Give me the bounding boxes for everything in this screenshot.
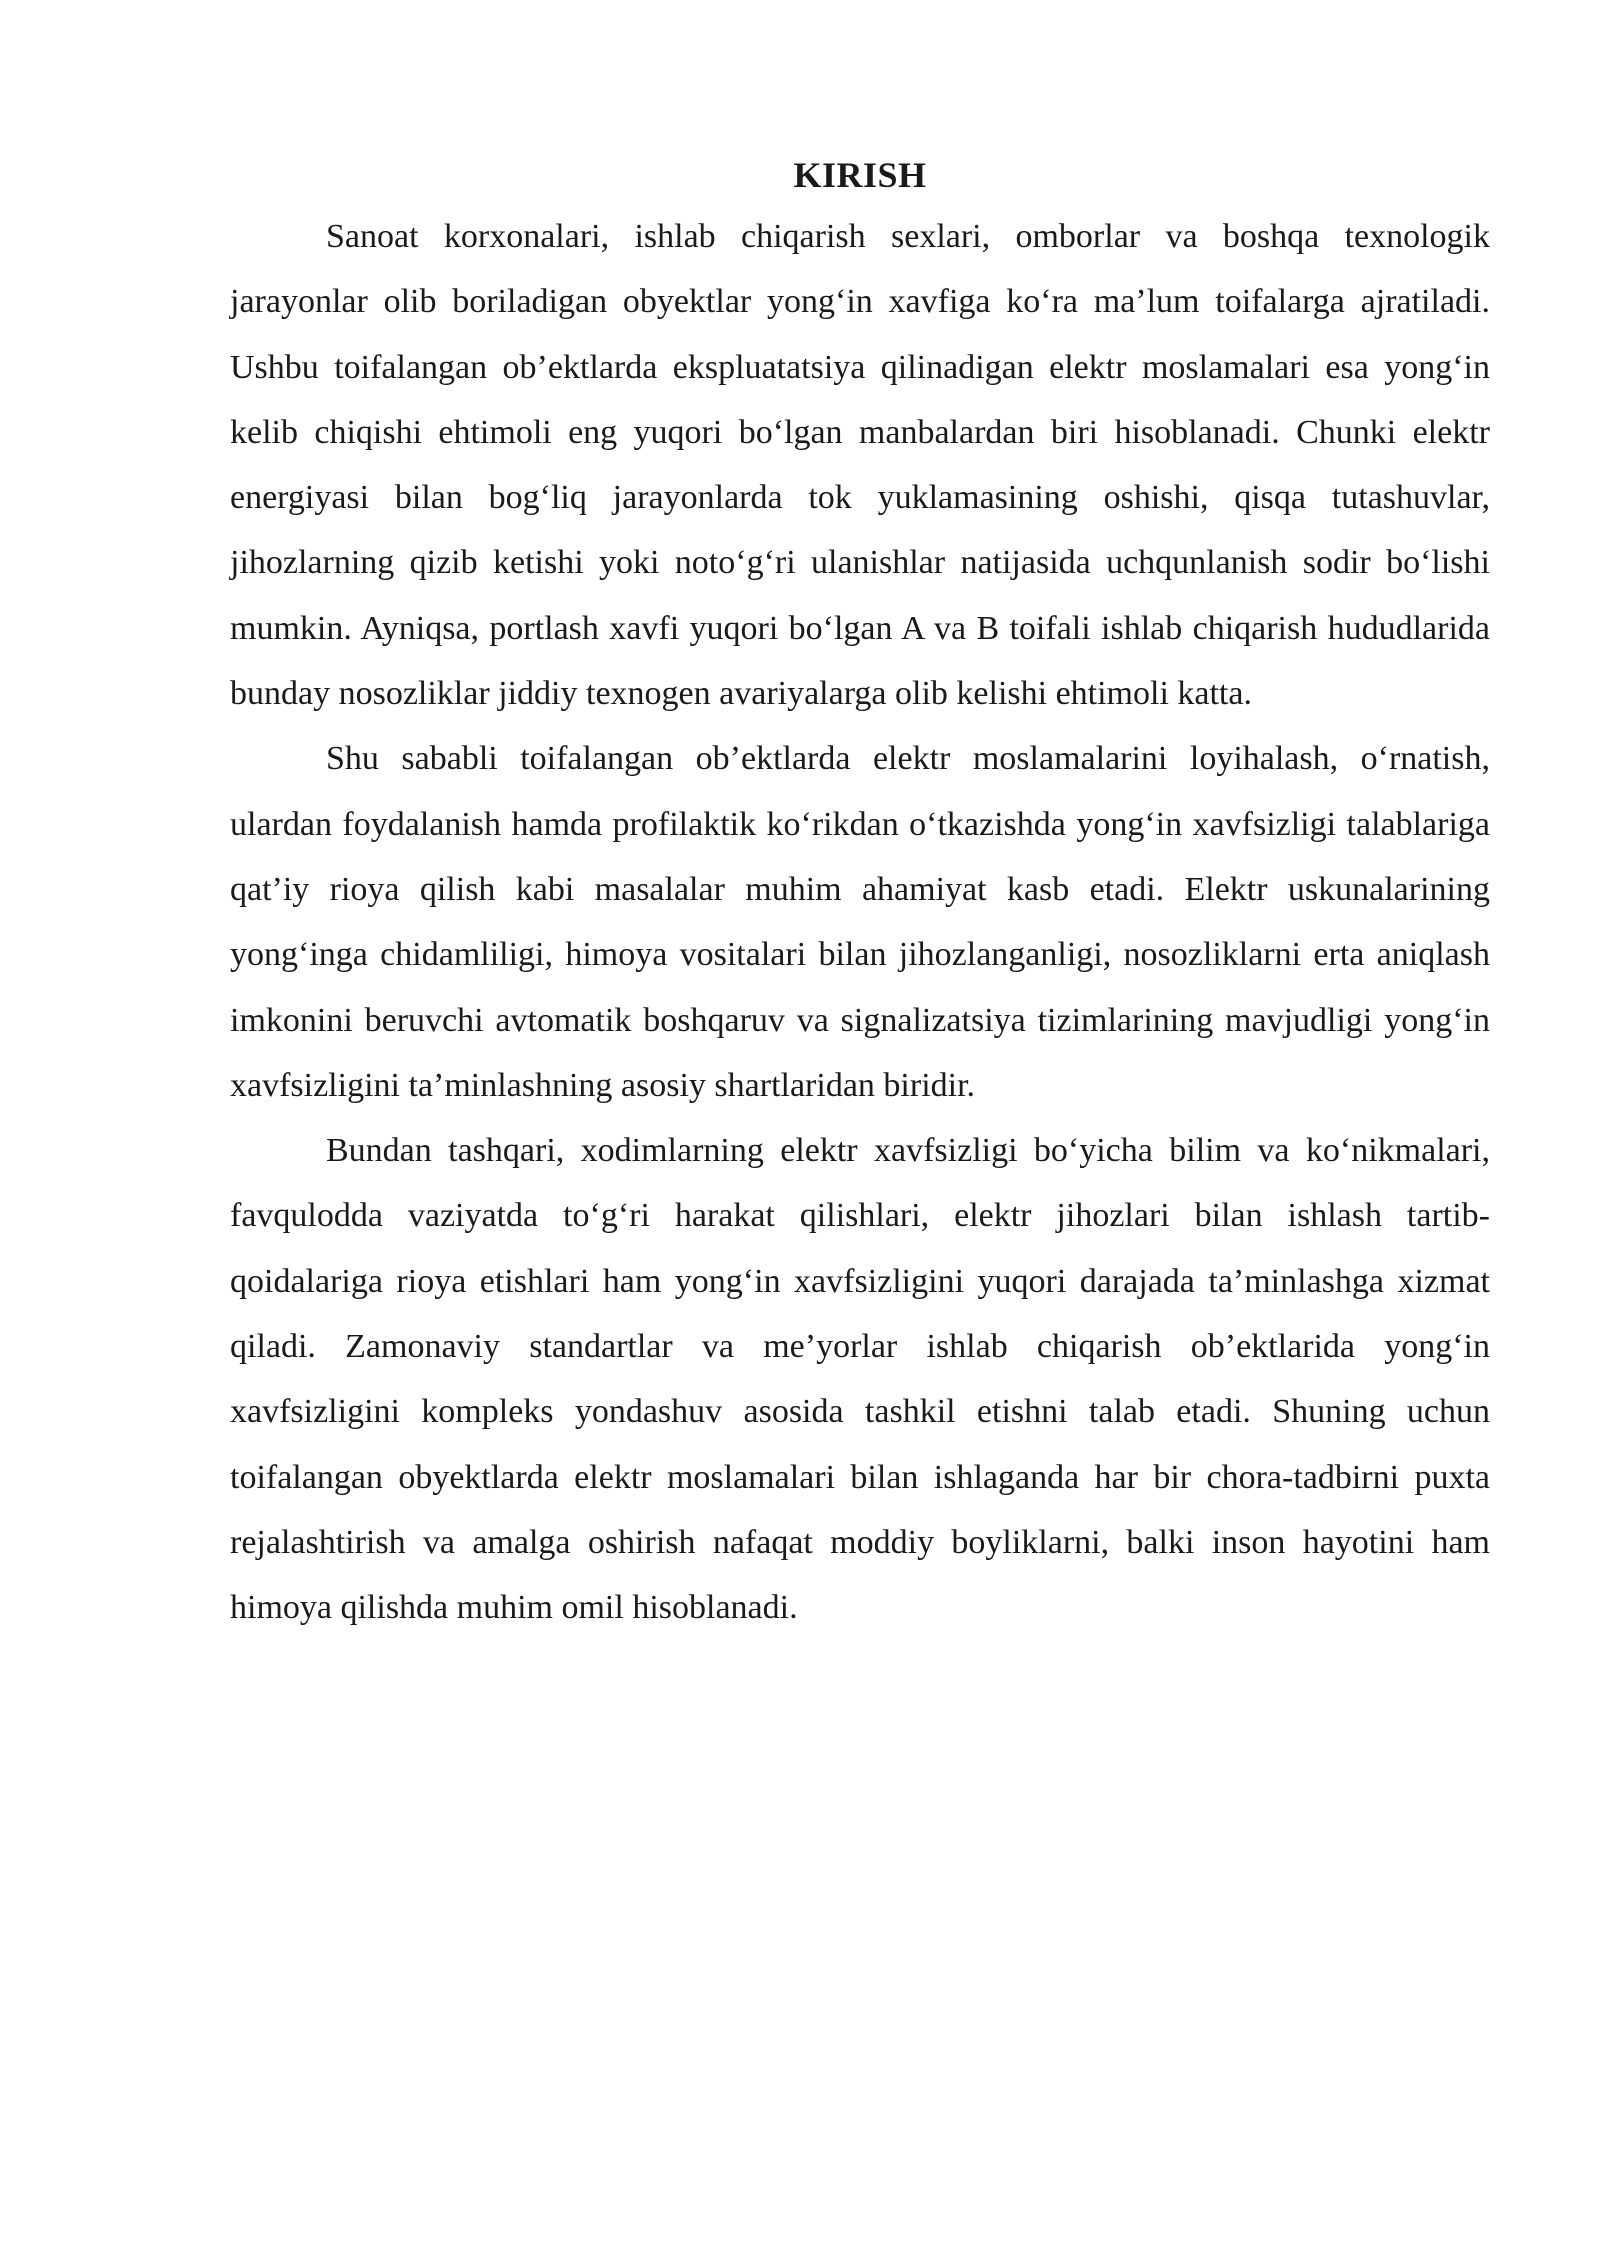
paragraph-3: Bundan tashqari, xodimlarning elektr xavfsizligi bo‘yicha bilim va ko‘nikmalari, favqulodda vaziyatda to‘g‘ri harakat qilishlari, elektr jihozlari bilan ishlash tartib-qoidalariga rioya etishlari ham yong‘in xavfsizligini yuqori darajada ta’minlashga xizmat qiladi. Zamonaviy standartlar va me’yorlar ishlab chiqarish ob’ektlarida yong‘in xavfsizligini kompleks yondashuv asosida tashkil etishni talab etadi. Shuning uchun toifalangan obyektlarda elektr moslamalari bilan ishlaganda har bir chora-tadbirni puxta rejalashtirish va amalga oshirish nafaqat moddiy boyliklarni, balki inson hayotini ham himoya qilishda muhim omil hisoblanadi. [230,1132,1490,1627]
page-title: KIRISH [793,155,927,195]
paragraph-2: Shu sababli toifalangan ob’ektlarda elektr moslamalarini loyihalash, o‘rnatish, ulardan foydalanish hamda profilaktik ko‘rikdan o‘tkazishda yong‘in xavfsizligi talablariga qat’iy rioya qilish kabi masalalar muhim ahamiyat kasb etadi. Elektr uskunalarining yong‘inga chidamliligi, himoya vositalari bilan jihozlanganligi, nosozliklarni erta aniqlash imkonini beruvchi avtomatik boshqaruv va signalizatsiya tizimlarining mavjudligi yong‘in xavfsizligini ta’minlashning asosiy shartlaridan biridir. [230,740,1490,1104]
paragraph-1: Sanoat korxonalari, ishlab chiqarish sexlari, omborlar va boshqa texnologik jarayonlar olib boriladigan obyektlar yong‘in xavfiga ko‘ra ma’lum toifalarga ajratiladi. Ushbu toifalangan ob’ektlarda ekspluatatsiya qilinadigan elektr moslamalari esa yong‘in kelib chiqishi ehtimoli eng yuqori bo‘lgan manbalardan biri hisoblanadi. Chunki elektr energiyasi bilan bog‘liq jarayonlarda tok yuklamasining oshishi, qisqa tutashuvlar, jihozlarning qizib ketishi yoki noto‘g‘ri ulanishlar natijasida uchqunlanish sodir bo‘lishi mumkin. Ayniqsa, portlash xavfi yuqori bo‘lgan A va B toifali ishlab chiqarish hududlarida bunday nosozliklar jiddiy texnogen avariyalarga olib kelishi ehtimoli katta. [230,218,1490,713]
document-body [230,150,1490,1641]
